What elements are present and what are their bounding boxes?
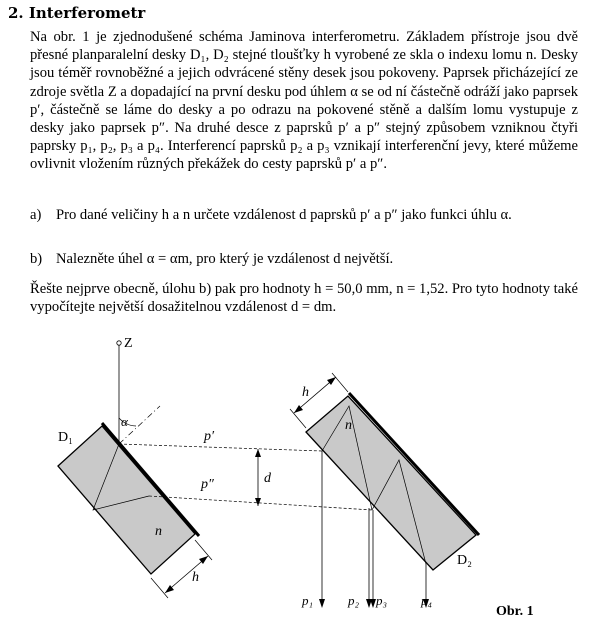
task-a-label: a) — [30, 207, 42, 223]
figure-caption: Obr. 1 — [496, 604, 534, 619]
plate-d2 — [306, 396, 476, 570]
label-p4: p₄ — [421, 593, 433, 608]
label-p-double-prime: p″ — [201, 477, 214, 492]
problem-heading: 2. Interferometr — [8, 4, 146, 22]
label-alpha: α — [121, 414, 128, 429]
task-b-text: Nalezněte úhel α = αm, pro který je vzdálenost d největší. — [56, 251, 394, 267]
distance-d-arrow-top — [255, 449, 261, 457]
label-z: Z — [124, 336, 133, 351]
label-p3: p₃ — [376, 593, 388, 608]
label-p2: p₂ — [348, 593, 360, 608]
label-n-d2: n — [345, 418, 352, 433]
source-z-marker — [117, 341, 121, 345]
intro-paragraph: Na obr. 1 je zjednodušené schéma Jaminova interferometru. Základem přístroje jsou dvě přesné planparalelní desky D₁, D₂ stejné tloušťky h vyrobené ze skla o indexu lomu n. Desky jsou téměř rovnoběžné a jejich odvrácené stěny desek jsou pokoveny. Paprsek přicházející ze zdroje světla Z a dopadající na první desku pod úhlem α se od ní částečně odráží jako paprsek p′, částečně se láme do desky a po odrazu na pokovené stěně a dalším lomu vystupuje z desky jako paprsek p″. Na druhé desce z paprsků p′ a p″ stejný způsobem vzniknou čtyři paprsky p₁, p₂, p₃ a p₄. Interferencí paprsků p₂ a p₃ vznikají interferenční jevy, které můžeme ovlivnit vložením různých překážek do cesty paprsků p′ a p″. — [30, 29, 578, 173]
label-n-d1: n — [155, 524, 162, 539]
h-extension-d1-b — [151, 578, 168, 598]
h-extension-d2-a — [290, 409, 306, 428]
label-p1: p₁ — [302, 593, 314, 608]
ray-p1-arrow — [319, 599, 325, 608]
h-extension-d2-b — [332, 373, 348, 392]
task-a-text: Pro dané veličiny h a n určete vzdálenost d paprsků p′ a p″ jako funkci úhlu α. — [56, 207, 512, 223]
interferometer-diagram — [0, 320, 589, 626]
label-d1: D₁ — [58, 430, 73, 445]
closing-paragraph: Řešte nejprve obecně, úlohu b) pak pro hodnoty h = 50,0 mm, n = 1,52. Pro tyto hodnoty také vypočítejte největší dosažitelnou vzdálenost d = dm. — [30, 281, 578, 316]
label-d: d — [264, 471, 271, 486]
distance-d-arrow-bottom — [255, 498, 261, 506]
ray-p-prime — [119, 444, 322, 451]
plate-d1 — [58, 426, 195, 574]
label-p-prime: p′ — [204, 429, 215, 444]
label-d2: D₂ — [457, 553, 472, 568]
h-extension-d1-a — [195, 540, 212, 560]
task-b-label: b) — [30, 251, 43, 267]
label-h-d2: h — [302, 385, 309, 400]
label-h-d1: h — [192, 570, 199, 585]
